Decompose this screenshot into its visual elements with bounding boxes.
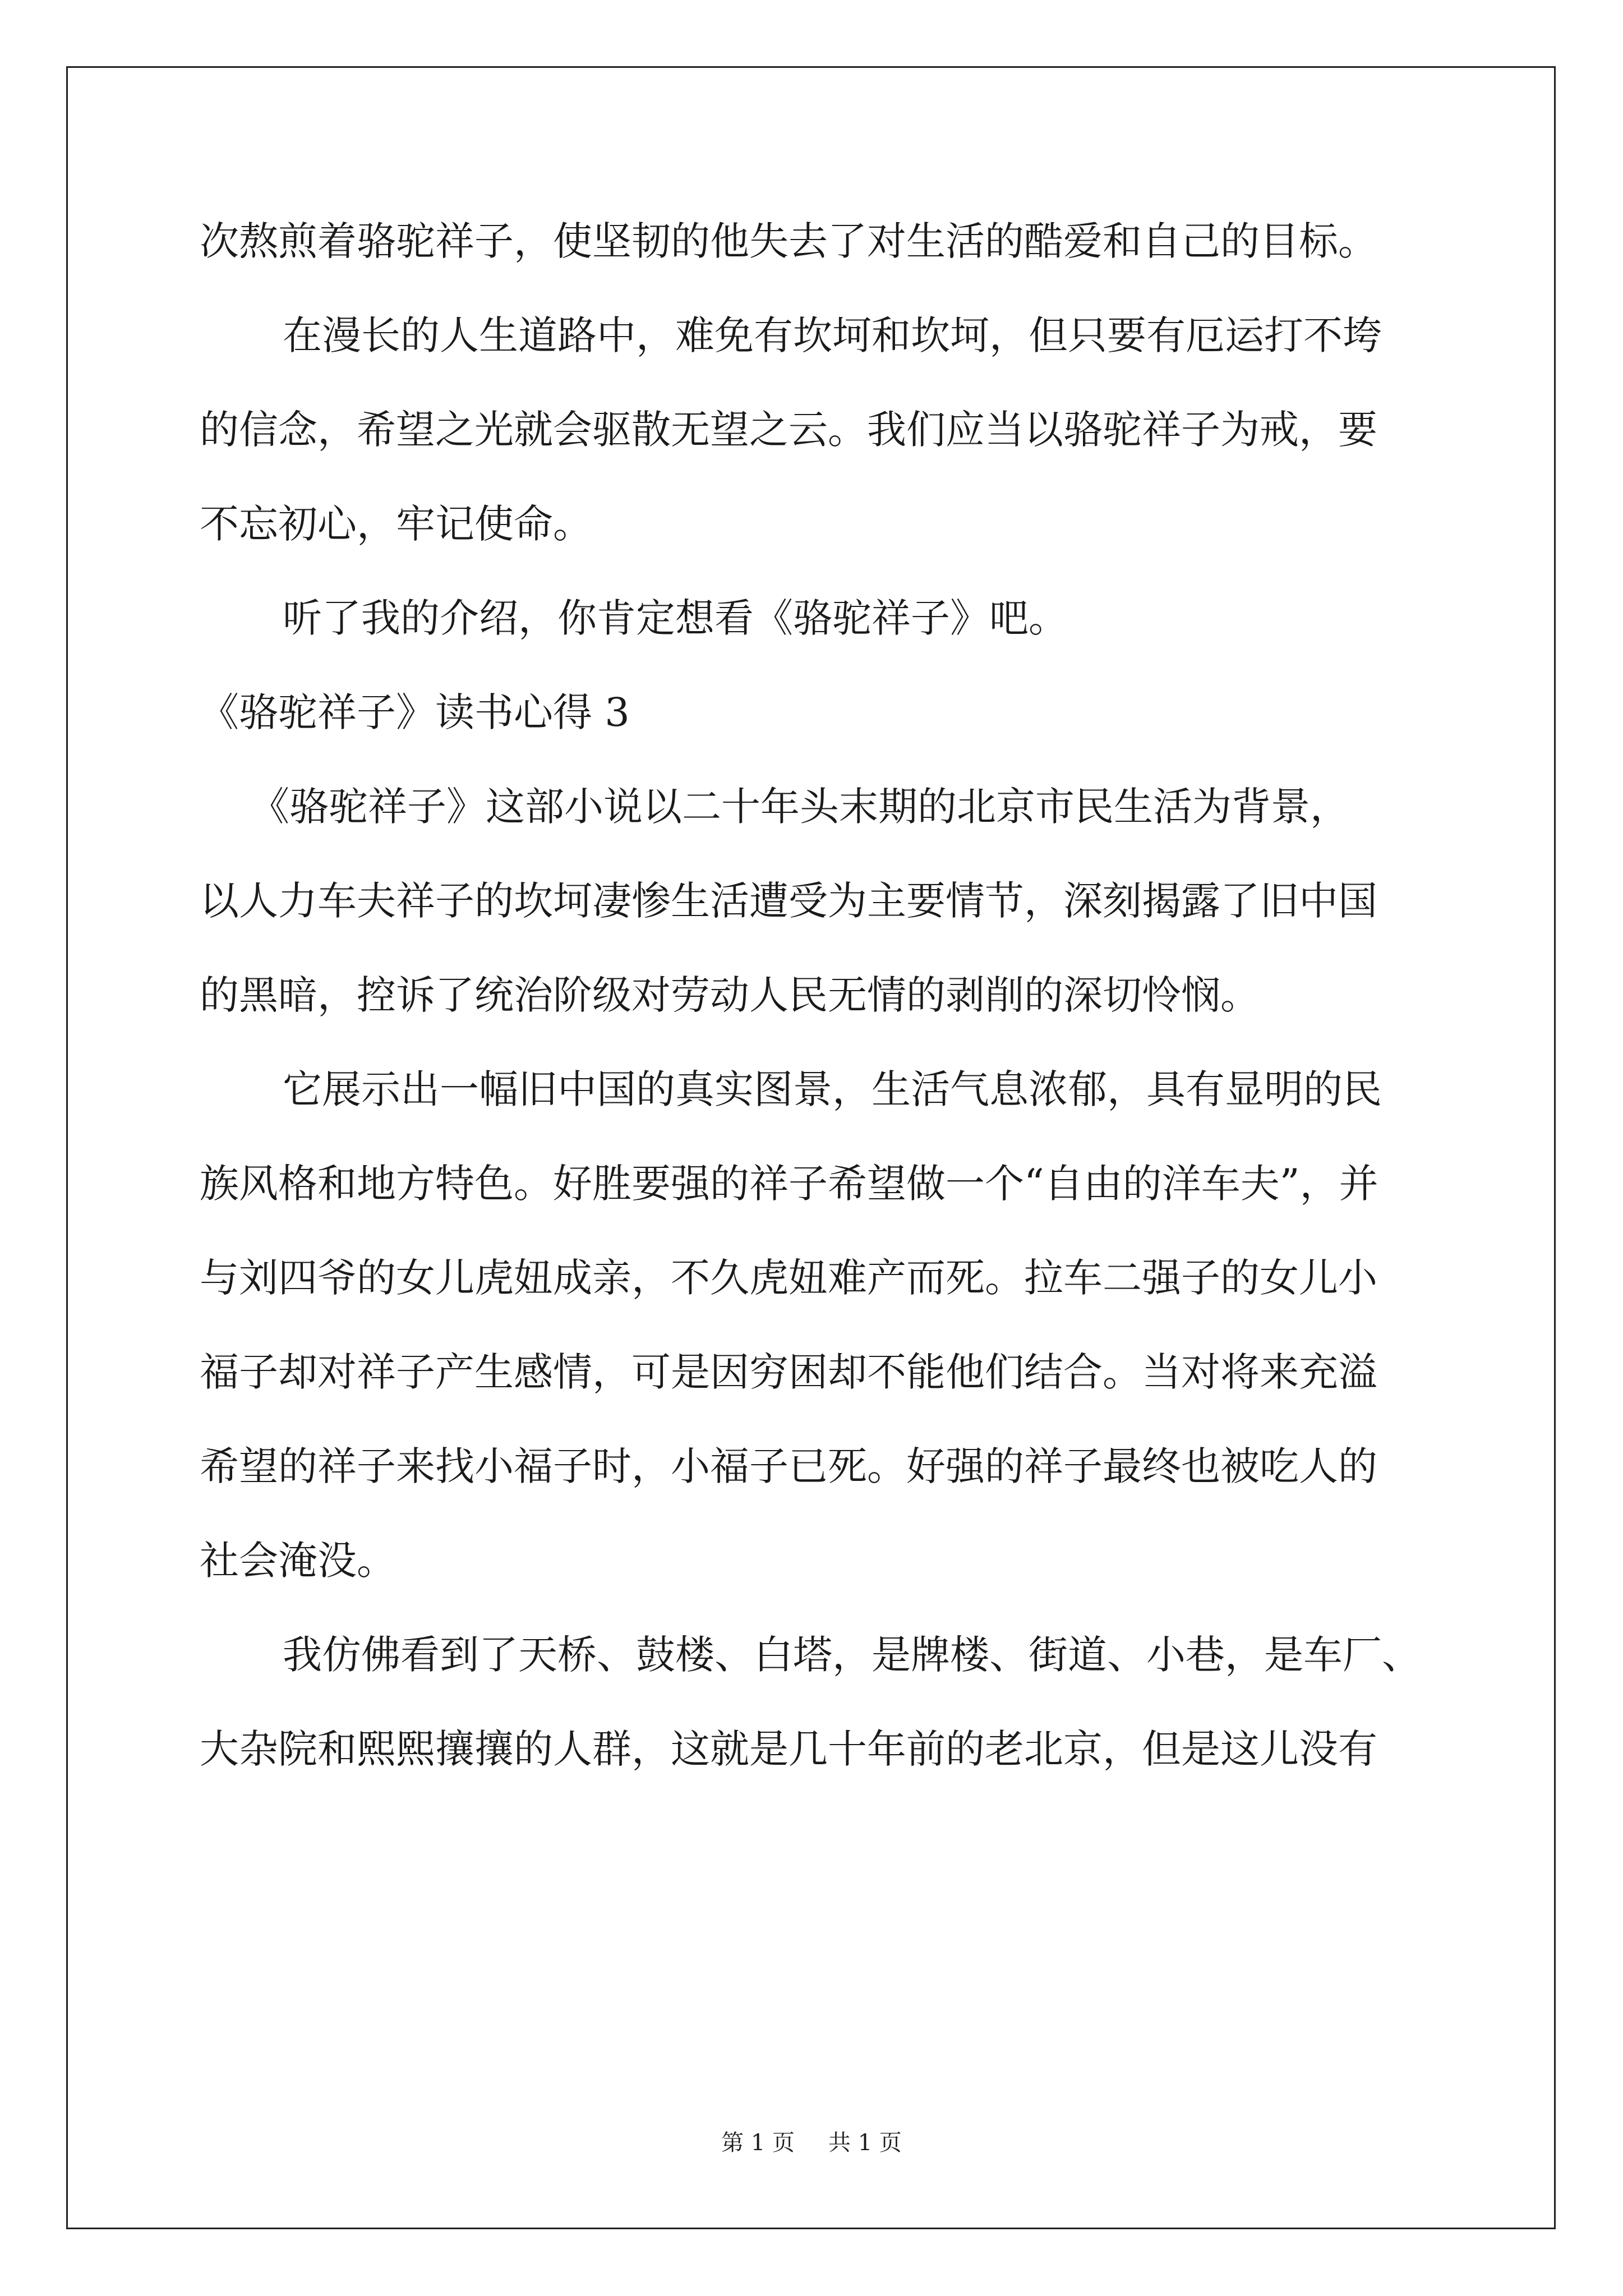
text-line: 的黑暗，控诉了统治阶级对劳动人民无情的剥削的深切怜悯。 (200, 972, 1260, 1018)
text-line: 与刘四爷的女儿虎妞成亲，不久虎妞难产而死。拉车二强子的女儿小 (200, 1255, 1377, 1301)
text-line: 希望的祥子来找小福子时，小福子已死。好强的祥子最终也被吃人的 (200, 1443, 1377, 1489)
page-number: 第 1 页 (721, 2130, 795, 2156)
text-line: 我仿佛看到了天桥、鼓楼、白塔，是牌楼、街道、小巷，是车厂、 (283, 1632, 1421, 1678)
page-border (66, 66, 1556, 2229)
text-line: 听了我的介绍，你肯定想看《骆驼祥子》吧。 (283, 595, 1068, 641)
text-line: 大杂院和熙熙攘攘的人群，这就是几十年前的老北京，但是这儿没有 (200, 1726, 1377, 1772)
page-footer (0, 2126, 1623, 2160)
text-line: 不忘初心，牢记使命。 (200, 501, 592, 547)
text-line: 以人力车夫祥子的坎坷凄惨生活遭受为主要情节，深刻揭露了旧中国 (200, 878, 1377, 924)
section-heading: 《骆驼祥子》读书心得 3 (200, 689, 630, 735)
text-line: 福子却对祥子产生感情，可是因穷困却不能他们结合。当对将来充溢 (200, 1349, 1377, 1395)
text-line: 它展示出一幅旧中国的真实图景，生活气息浓郁，具有显明的民 (283, 1066, 1382, 1112)
text-line: 族风格和地方特色。好胜要强的祥子希望做一个“自由的洋车夫”，并 (200, 1161, 1378, 1207)
text-line: 《骆驼祥子》这部小说以二十年头末期的北京市民生活为背景， (250, 784, 1349, 830)
text-line: 次熬煎着骆驼祥子，使坚韧的他失去了对生活的酷爱和自己的目标。 (200, 218, 1377, 264)
page-total: 共 1 页 (828, 2130, 902, 2156)
text-line: 在漫长的人生道路中，难免有坎坷和坎坷，但只要有厄运打不垮 (283, 312, 1382, 358)
text-line: 的信念，希望之光就会驱散无望之云。我们应当以骆驼祥子为戒，要 (200, 407, 1377, 453)
text-line: 社会淹没。 (200, 1538, 396, 1584)
